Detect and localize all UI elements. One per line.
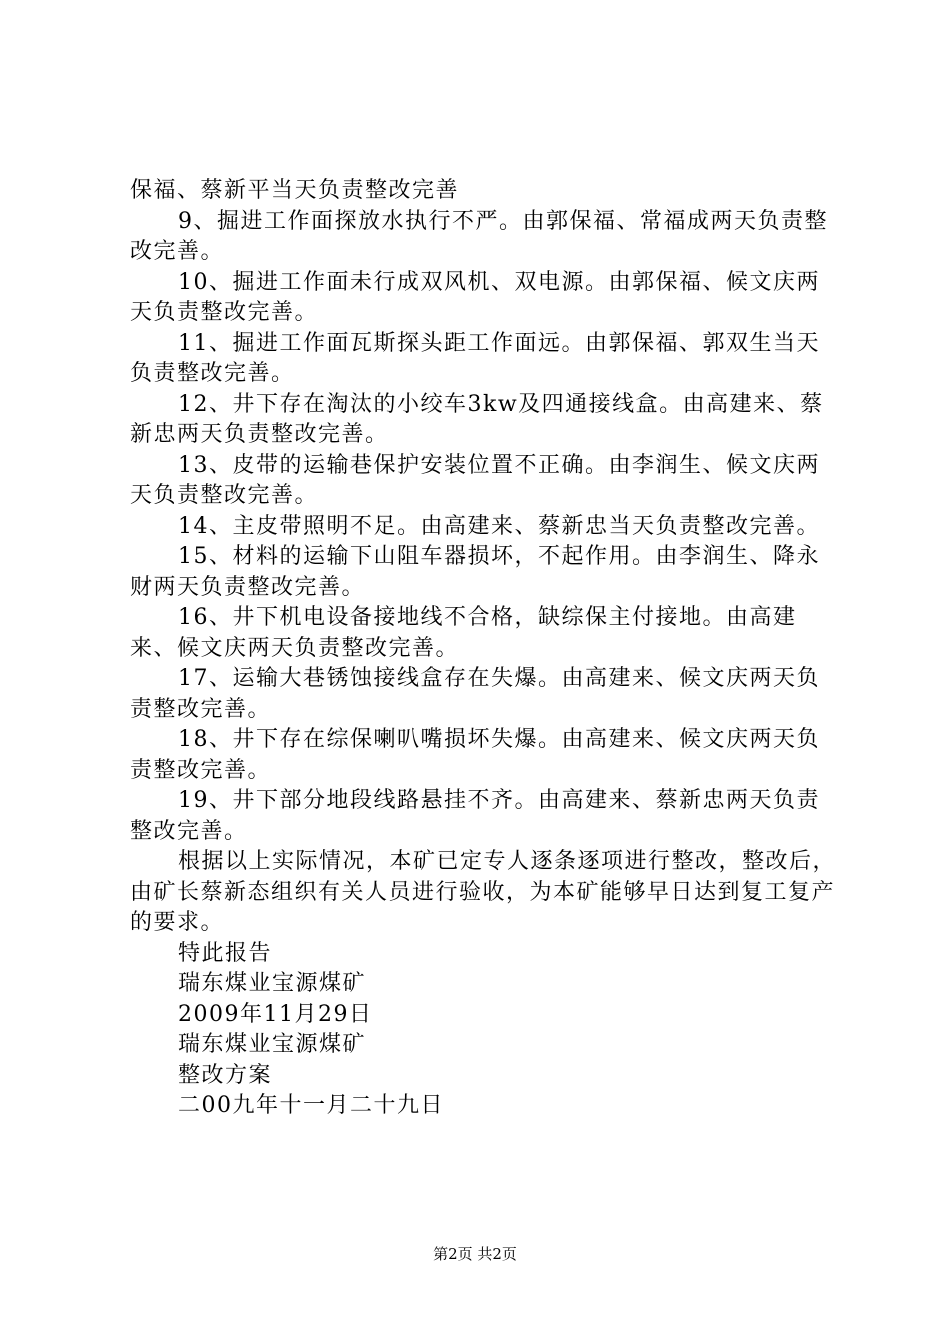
paragraph-item-9: 9、掘进工作面探放水执行不严。由郭保福、常福成两天负责整改完善。 [130,208,828,264]
document-date: 二00九年十一月二十九日 [178,1093,444,1118]
paragraph-item-10: 10、掘进工作面未行成双风机、双电源。由郭保福、候文庆两天负责整改完善。 [130,269,820,325]
paragraph-item-12: 12、井下存在淘汰的小绞车3kw及四通接线盒。由高建来、蔡新忠两天负责整改完善。 [130,391,824,447]
closing-phrase: 特此报告 [178,940,273,966]
signature-date: 2009年11月29日 [178,1001,373,1027]
document-title: 整改方案 [178,1062,273,1088]
paragraph-item-16: 16、井下机电设备接地线不合格，缺综保主付接地。由高建来、候文庆两天负责整改完善。 [130,605,797,661]
paragraph-item-15: 15、材料的运输下山阻车器损坏，不起作用。由李润生、降永财两天负责整改完善。 [130,544,820,600]
signature-organization: 瑞东煤业宝源煤矿 [178,971,367,996]
paragraph-item-11: 11、掘进工作面瓦斯探头距工作面远。由郭保福、郭双生当天负责整改完善。 [130,330,820,386]
paragraph-continuation: 保福、蔡新平当天负责整改完善 [130,178,460,203]
paragraph-item-17: 17、运输大巷锈蚀接线盒存在失爆。由高建来、候文庆两天负责整改完善。 [130,666,820,722]
page-number-footer: 第2页 共2页 [433,1245,517,1263]
paragraph-item-14: 14、主皮带照明不足。由高建来、蔡新忠当天负责整改完善。 [178,513,820,539]
paragraph-item-19: 19、井下部分地段线路悬挂不齐。由高建来、蔡新忠两天负责整改完善。 [130,788,820,844]
paragraph-item-18: 18、井下存在综保喇叭嘴损坏失爆。由高建来、候文庆两天负责整改完善。 [130,727,820,783]
paragraph-item-13: 13、皮带的运输巷保护安装位置不正确。由李润生、候文庆两天负责整改完善。 [130,452,820,508]
paragraph-conclusion: 根据以上实际情况，本矿已定专人逐条逐项进行整改，整改后，由矿长蔡新态组织有关人员进行验收，为本矿能够早日达到复工复产的要求。 [130,849,837,935]
document-organization: 瑞东煤业宝源煤矿 [178,1032,367,1057]
document-body [130,176,838,1122]
